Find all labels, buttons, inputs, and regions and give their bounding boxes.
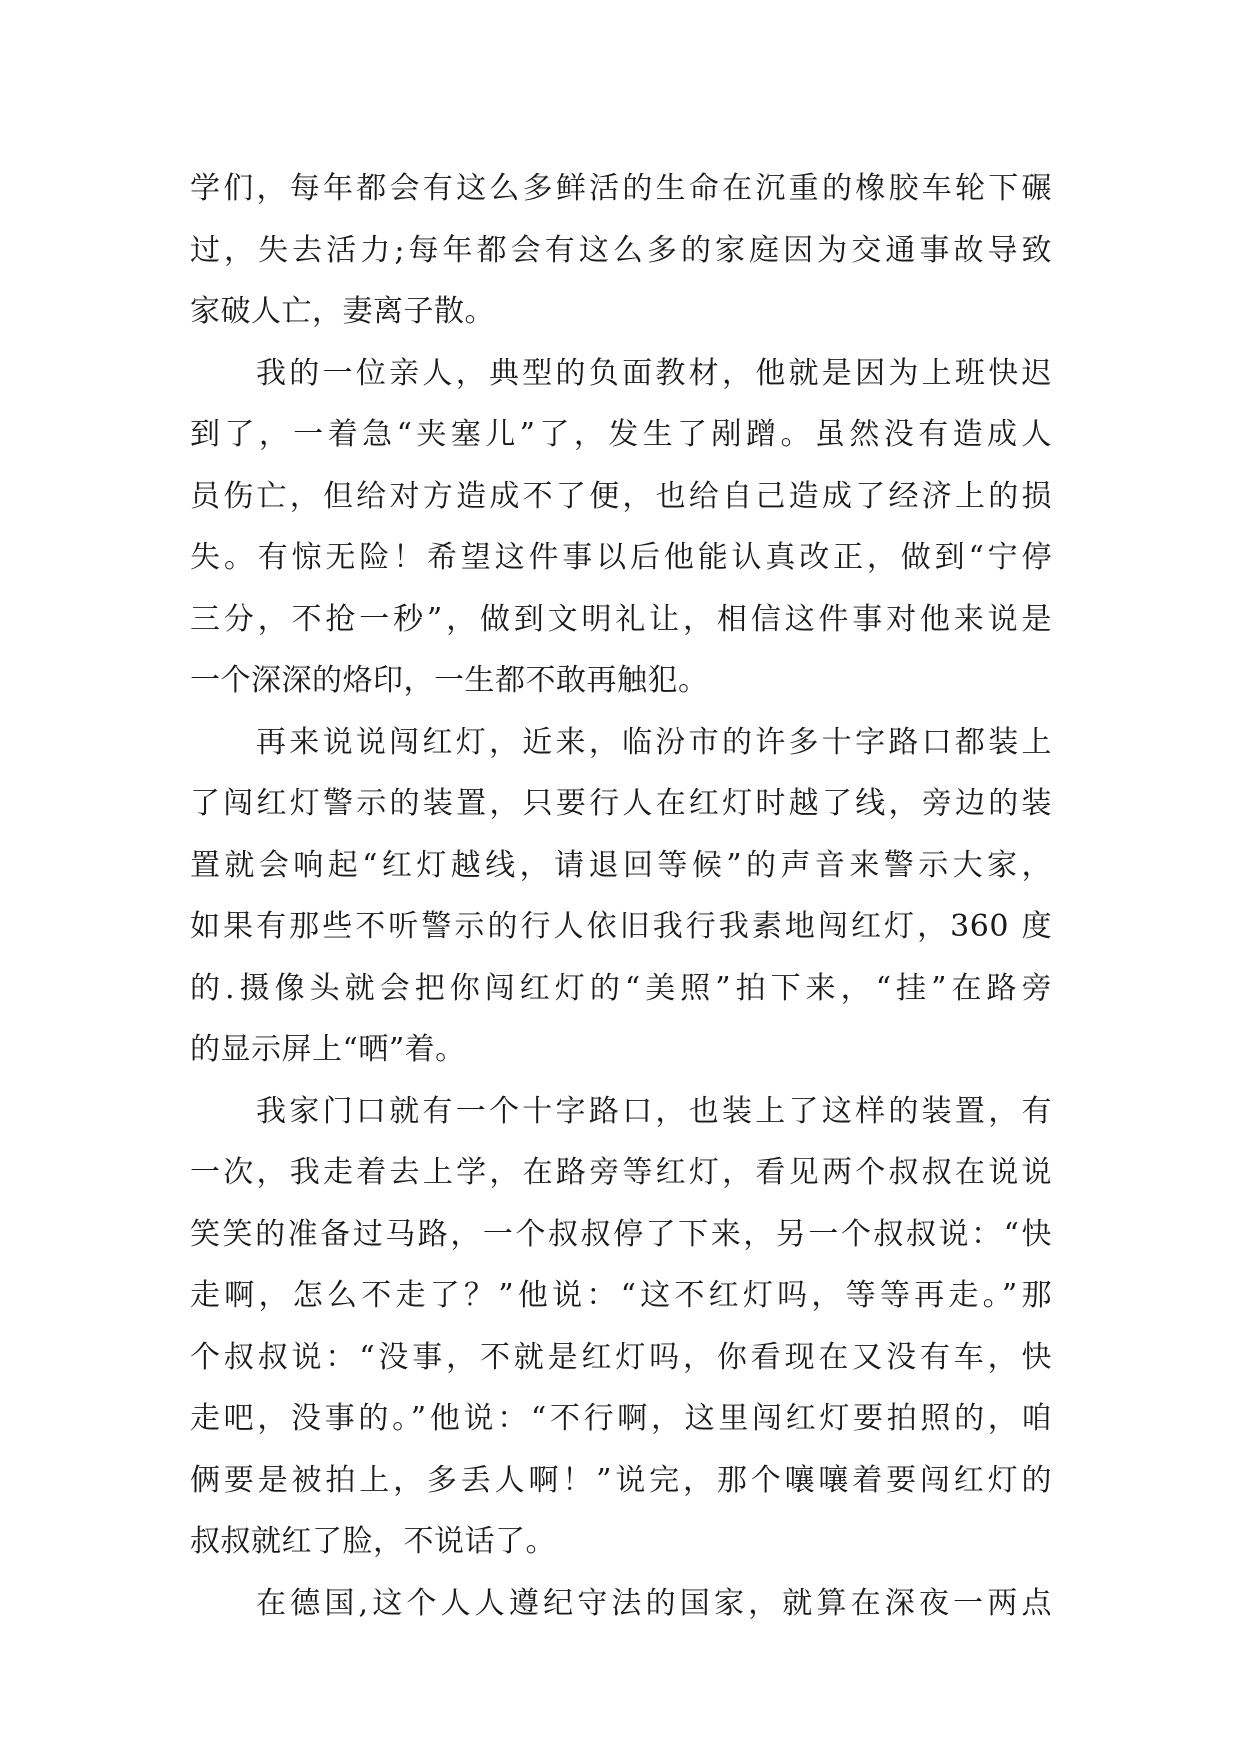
text-line: 在德国,这个人人遵纪守法的国家，就算在深夜一两点 <box>256 1585 1052 1621</box>
text-line: 了闯红灯警示的装置，只要行人在红灯时越了线，旁边的装 <box>190 786 1052 821</box>
text-line: 家破人亡，妻离子散。 <box>190 294 495 329</box>
text-line: 置就会响起“红灯越线，请退回等候”的声音来警示大家， <box>190 847 1052 883</box>
paragraph <box>190 712 1052 1081</box>
text-line: 失。有惊无险！希望这件事以后他能认真改正，做到“宁停 <box>190 540 1052 575</box>
paragraph <box>190 343 1052 712</box>
text-line: 我家门口就有一个十字路口，也装上了这样的装置，有 <box>256 1093 1052 1129</box>
text-line: 笑笑的准备过马路，一个叔叔停了下来，另一个叔叔说：“快 <box>190 1216 1052 1252</box>
text-line: 员伤亡，但给对方造成不了便，也给自己造成了经济上的损 <box>190 478 1052 514</box>
text-line: 一次，我走着去上学，在路旁等红灯，看见两个叔叔在说说 <box>190 1155 1052 1190</box>
paragraph <box>190 158 1052 343</box>
text-line: 叔叔就红了脸，不说话了。 <box>190 1524 556 1559</box>
text-line: 的显示屏上“晒”着。 <box>190 1032 466 1067</box>
text-line: 到了，一着急“夹塞儿”了，发生了剐蹭。虽然没有造成人 <box>190 417 1052 452</box>
text-line: 走吧，没事的。”他说：“不行啊，这里闯红灯要拍照的，咱 <box>190 1401 1052 1436</box>
text-line: 三分，不抢一秒”，做到文明礼让，相信这件事对他来说是 <box>190 601 1052 637</box>
text-line: 过，失去活力;每年都会有这么多的家庭因为交通事故导致 <box>190 232 1052 268</box>
text-line: 的.摄像头就会把你闯红灯的“美照”拍下来，“挂”在路旁 <box>190 970 1052 1006</box>
text-line: 走啊，怎么不走了？”他说：“这不红灯吗，等等再走。”那 <box>190 1278 1052 1313</box>
text-line: 我的一位亲人，典型的负面教材，他就是因为上班快迟 <box>256 355 1052 391</box>
text-line: 学们，每年都会有这么多鲜活的生命在沉重的橡胶车轮下碾 <box>190 171 1052 206</box>
text-line: 俩要是被拍上，多丢人啊！”说完，那个嚷嚷着要闯红灯的 <box>190 1462 1052 1498</box>
text-line: 再来说说闯红灯，近来，临汾市的许多十字路口都装上 <box>256 724 1052 760</box>
text-line: 如果有那些不听警示的行人依旧我行我素地闯红灯，360 度 <box>190 909 1052 944</box>
text-line: 个叔叔说：“没事，不就是红灯吗，你看现在又没有车，快 <box>190 1339 1052 1375</box>
body-text <box>190 158 1052 1634</box>
paragraph <box>190 1573 1052 1635</box>
paragraph <box>190 1081 1052 1573</box>
text-line: 一个深深的烙印，一生都不敢再触犯。 <box>190 663 709 698</box>
